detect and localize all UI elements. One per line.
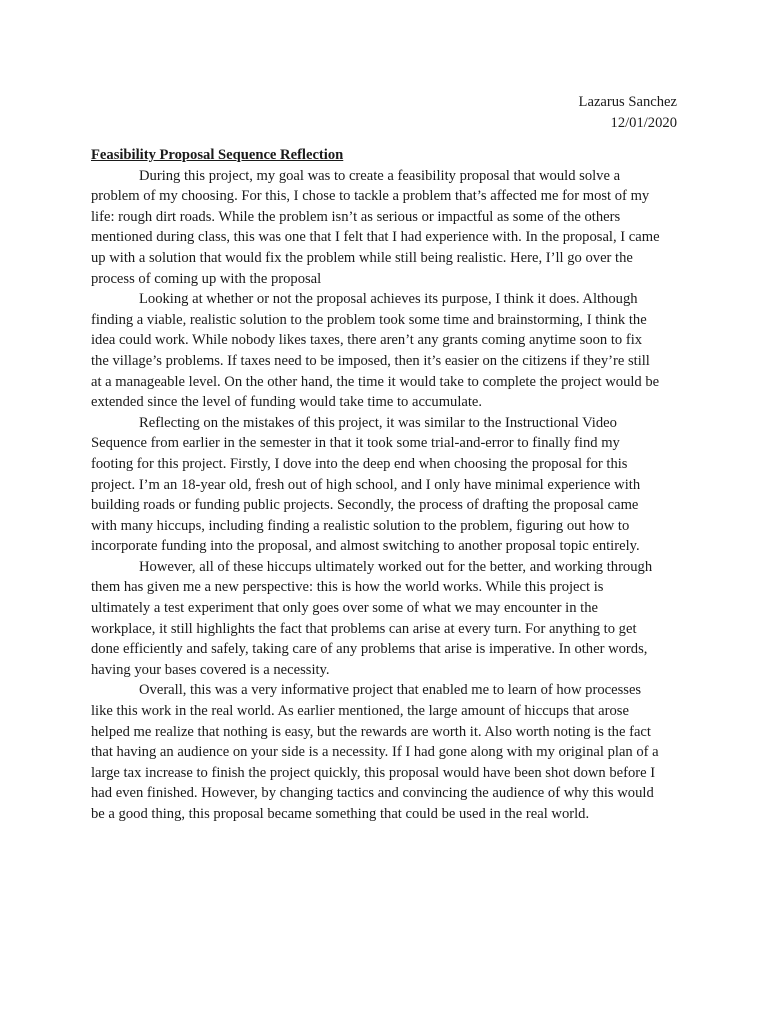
paragraph-line: them has given me a new perspective: this is how the world works. While this project is [91, 579, 604, 596]
paragraph-line: process of coming up with the proposal [91, 270, 322, 287]
paragraph-line: project. I’m an 18-year old, fresh out of high school, and I only have minimal experience with [91, 476, 641, 493]
paragraph-line: having your bases covered is a necessity. [91, 661, 330, 678]
paragraph-line: problem of my choosing. For this, I chose to tackle a problem that’s affected me for most of my [91, 188, 650, 205]
paragraph-line: finding a viable, realistic solution to the problem took some time and brainstorming, I think the [91, 311, 647, 328]
paragraph-line: had even finished. However, by changing tactics and convincing the audience of why this would [91, 785, 654, 802]
paragraph-line: mentioned during class, this was one that I felt that I had experience with. In the proposal, I came [91, 229, 660, 246]
paragraph-line: life: rough dirt roads. While the problem isn’t as serious or impactful as some of the others [91, 208, 621, 225]
paragraph-line: the village’s problems. If taxes need to be imposed, then it’s easier on the citizens if they’re still [91, 352, 650, 369]
paragraph-line: Overall, this was a very informative project that enabled me to learn of how processes [139, 682, 642, 699]
paragraph-line: idea could work. While nobody likes taxes, there aren’t any grants coming anytime soon to fix [91, 332, 643, 349]
paragraph-line: Reflecting on the mistakes of this project, it was similar to the Instructional Video [139, 414, 617, 431]
document-title: Feasibility Proposal Sequence Reflection [91, 147, 344, 163]
paragraph-line: workplace, it still highlights the fact that problems can arise at every turn. For anything to get [91, 620, 637, 637]
paragraph-line: During this project, my goal was to create a feasibility proposal that would solve a [139, 167, 621, 184]
paragraph-line: footing for this project. Firstly, I dove into the deep end when choosing the proposal for this [91, 455, 628, 472]
paragraph-1 [91, 166, 679, 290]
document-date: 12/01/2020 [610, 114, 677, 131]
paragraph-line: done efficiently and safely, taking care of any problems that arise is imperative. In other words, [91, 641, 648, 658]
header-block [579, 92, 677, 133]
author-name: Lazarus Sanchez [578, 94, 677, 110]
paragraph-line: extended since the level of funding would take time to accumulate. [91, 394, 483, 411]
paragraph-5 [91, 680, 679, 824]
paragraph-line: be a good thing, this proposal became something that could be used in the real world. [91, 806, 590, 822]
paragraph-line: large tax increase to finish the project quickly, this proposal would have been shot down before I [91, 764, 656, 781]
paragraph-line: building roads or funding public projects. Secondly, the process of drafting the proposal came [91, 497, 639, 514]
document-body [91, 145, 679, 825]
paragraph-line: with many hiccups, including finding a realistic solution to the problem, figuring out how to [91, 517, 630, 534]
paragraph-line: like this work in the real world. As earlier mentioned, the large amount of hiccups that arose [91, 703, 629, 720]
paragraph-line: that having an audience on your side is a necessity. If I had gone along with my original plan of a [91, 744, 659, 761]
paragraph-line: incorporate funding into the proposal, and almost switching to another proposal topic entirely. [91, 538, 640, 555]
paragraph-4 [91, 557, 679, 681]
paragraph-line: helped me realize that nothing is easy, but the rewards are worth it. Also worth noting is the fact [91, 723, 651, 740]
paragraph-3 [91, 413, 679, 557]
paragraph-line: at a manageable level. On the other hand, the time it would take to complete the project would be [91, 373, 660, 390]
paragraph-line: up with a solution that would fix the problem while still being realistic. Here, I’ll go over the [91, 249, 633, 266]
paragraph-line: ultimately a test experiment that only goes over some of what we may encounter in the [91, 600, 598, 617]
paragraph-line: Looking at whether or not the proposal achieves its purpose, I think it does. Although [139, 291, 638, 308]
paragraph-line: Sequence from earlier in the semester in that it took some trial-and-error to finally find my [91, 435, 620, 452]
paragraph-2 [91, 289, 679, 413]
paragraph-line: However, all of these hiccups ultimately worked out for the better, and working through [139, 558, 653, 575]
